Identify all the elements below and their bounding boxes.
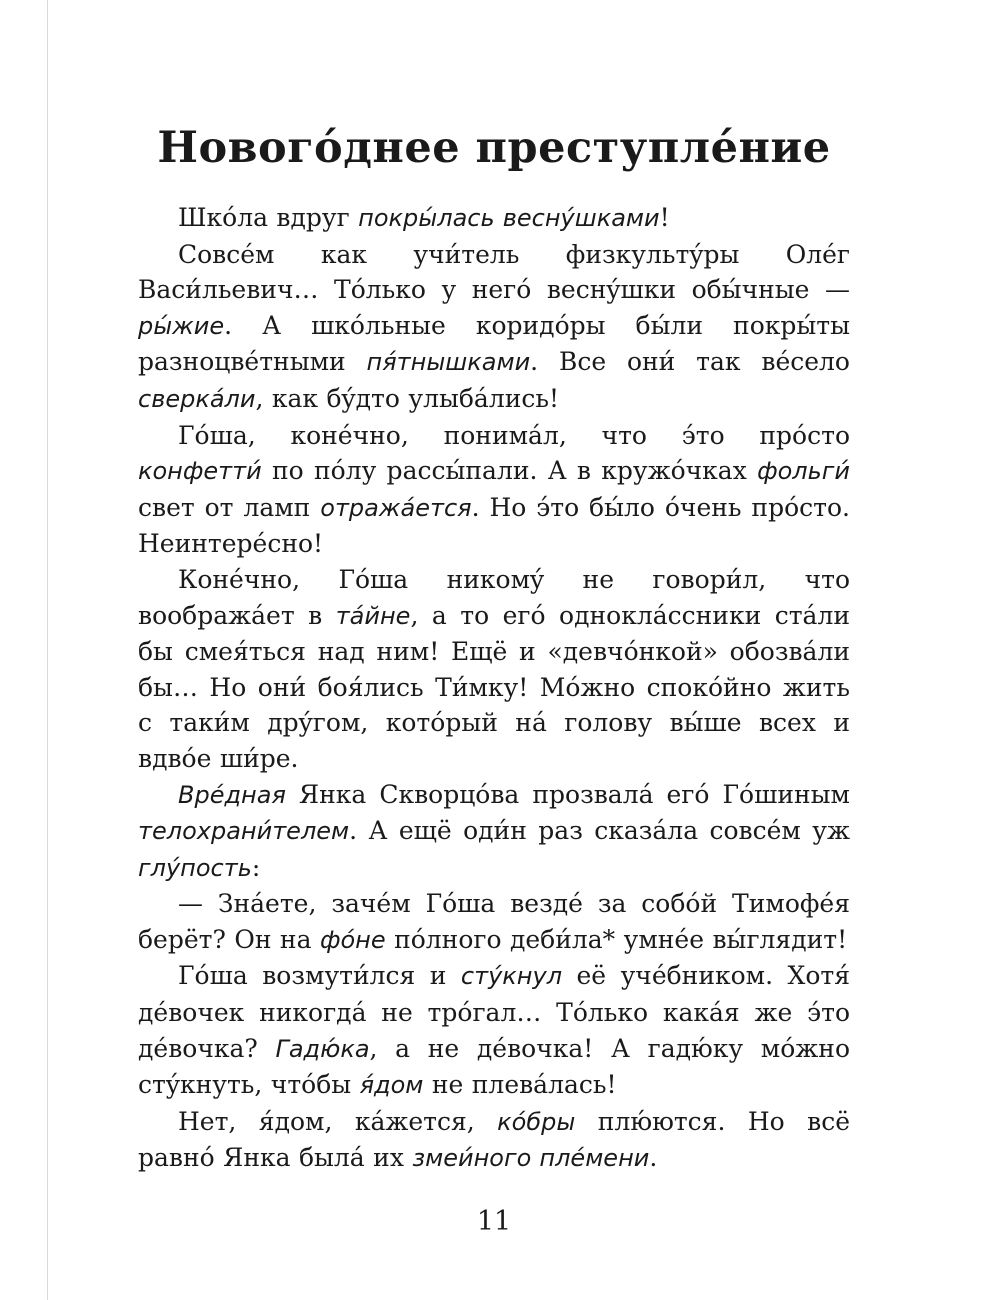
text-run: Конéчно, Гóша никомý не говори́л, что воображáет в bbox=[138, 564, 850, 630]
italic-term: я́дом bbox=[359, 1071, 424, 1100]
italic-term: покры́лась веснýшками bbox=[358, 204, 660, 232]
text-run: , а не дéвочка! А гадю́ку мóжно стýкнуть, чтóбы bbox=[138, 1033, 850, 1100]
text-run: — Знáете, зачéм Гóша вездé за собóй Тимофéя берёт? Он на bbox=[138, 889, 850, 954]
text-run: не плевáлась! bbox=[423, 1070, 617, 1100]
italic-term: Гадю́ка bbox=[275, 1034, 370, 1063]
paragraph bbox=[138, 777, 850, 887]
italic-term: ры́жие bbox=[138, 311, 225, 340]
body-text bbox=[138, 200, 850, 1177]
text-run: Гóша, конéчно, понимáл, что э́то прóсто bbox=[178, 420, 850, 450]
italic-term: глýпость bbox=[138, 853, 252, 882]
paragraph bbox=[138, 237, 850, 418]
page-edge-line bbox=[47, 0, 48, 1300]
text-run: свет от ламп bbox=[138, 492, 321, 522]
italic-term: конфетти́ bbox=[138, 457, 262, 486]
paragraph bbox=[138, 886, 850, 958]
text-run: : bbox=[251, 852, 261, 882]
text-run: . Но э́то бы́ло óчень прóсто. Неинтерéсно! bbox=[138, 492, 850, 559]
text-run: . bbox=[649, 1143, 658, 1173]
book-page bbox=[138, 118, 850, 1237]
paragraph bbox=[138, 418, 850, 562]
italic-term: кóбры bbox=[497, 1107, 576, 1136]
text-run: . Все они́ так вéсело bbox=[530, 347, 850, 377]
text-run: Нет, я́дом, кáжется, bbox=[178, 1106, 498, 1136]
italic-term: фольги́ bbox=[757, 457, 850, 486]
italic-term: тáйне bbox=[335, 601, 411, 630]
text-run: Янка Скворцóва прозвалá егó Гóшиным bbox=[285, 779, 850, 809]
italic-term: стýкнул bbox=[460, 962, 563, 991]
paragraph bbox=[138, 562, 850, 777]
italic-term: сверкáли bbox=[138, 384, 256, 413]
text-run: Шкóла вдруг bbox=[178, 203, 359, 232]
paragraph bbox=[138, 1104, 850, 1177]
text-run: ! bbox=[659, 203, 670, 232]
paragraph bbox=[138, 200, 850, 237]
text-run: . А шкóльные коридóры бы́ли покры́ты разноцвéтными bbox=[138, 310, 850, 377]
page-number: 11 bbox=[476, 1206, 512, 1237]
text-run: плю́ются. Но всё равнó Янка былá их bbox=[138, 1106, 850, 1173]
italic-term: телохрани́телем bbox=[138, 817, 350, 846]
italic-term: змеи́ного плéмени bbox=[412, 1144, 650, 1173]
text-run: Гóша возмути́лся и bbox=[178, 961, 461, 991]
text-run: по пóлу рассы́пали. А в кружóчках bbox=[261, 456, 758, 486]
chapter-title: Новогóднее преступлéние bbox=[157, 123, 831, 173]
text-run: , как бýдто улыбáлись! bbox=[255, 383, 560, 413]
italic-term: пя́тнышками bbox=[366, 348, 531, 377]
paragraph bbox=[138, 958, 850, 1103]
italic-term: отражáется bbox=[320, 493, 472, 522]
text-run: , а то егó одноклáссники стáли бы смея́ться над ним! Ещё и «девчóнкой» обозвáли бы… Но они́ боя́лись Ти́мку! Мóжно спокóйно жить с таки́м дрýгом, котóрый нá голову вы́ше всех и вдвóе ши́ре. bbox=[138, 600, 850, 773]
text-run: . А ещё оди́н раз сказáла совсéм уж bbox=[349, 816, 850, 846]
text-run: Совсéм как учи́тель физкультýры Олéг Васи́льевич… Тóлько у негó веснýшки обы́чные — bbox=[138, 239, 850, 305]
italic-term: Врéдная bbox=[178, 780, 286, 809]
text-run: пóлного деби́ла* умнée вы́глядит! bbox=[385, 924, 848, 954]
italic-term: фóне bbox=[319, 925, 386, 954]
text-run: её учéбником. Хотя́ дéвочек никогдá не трóгал… Тóлько какáя же э́то дéвочка? bbox=[138, 961, 850, 1063]
